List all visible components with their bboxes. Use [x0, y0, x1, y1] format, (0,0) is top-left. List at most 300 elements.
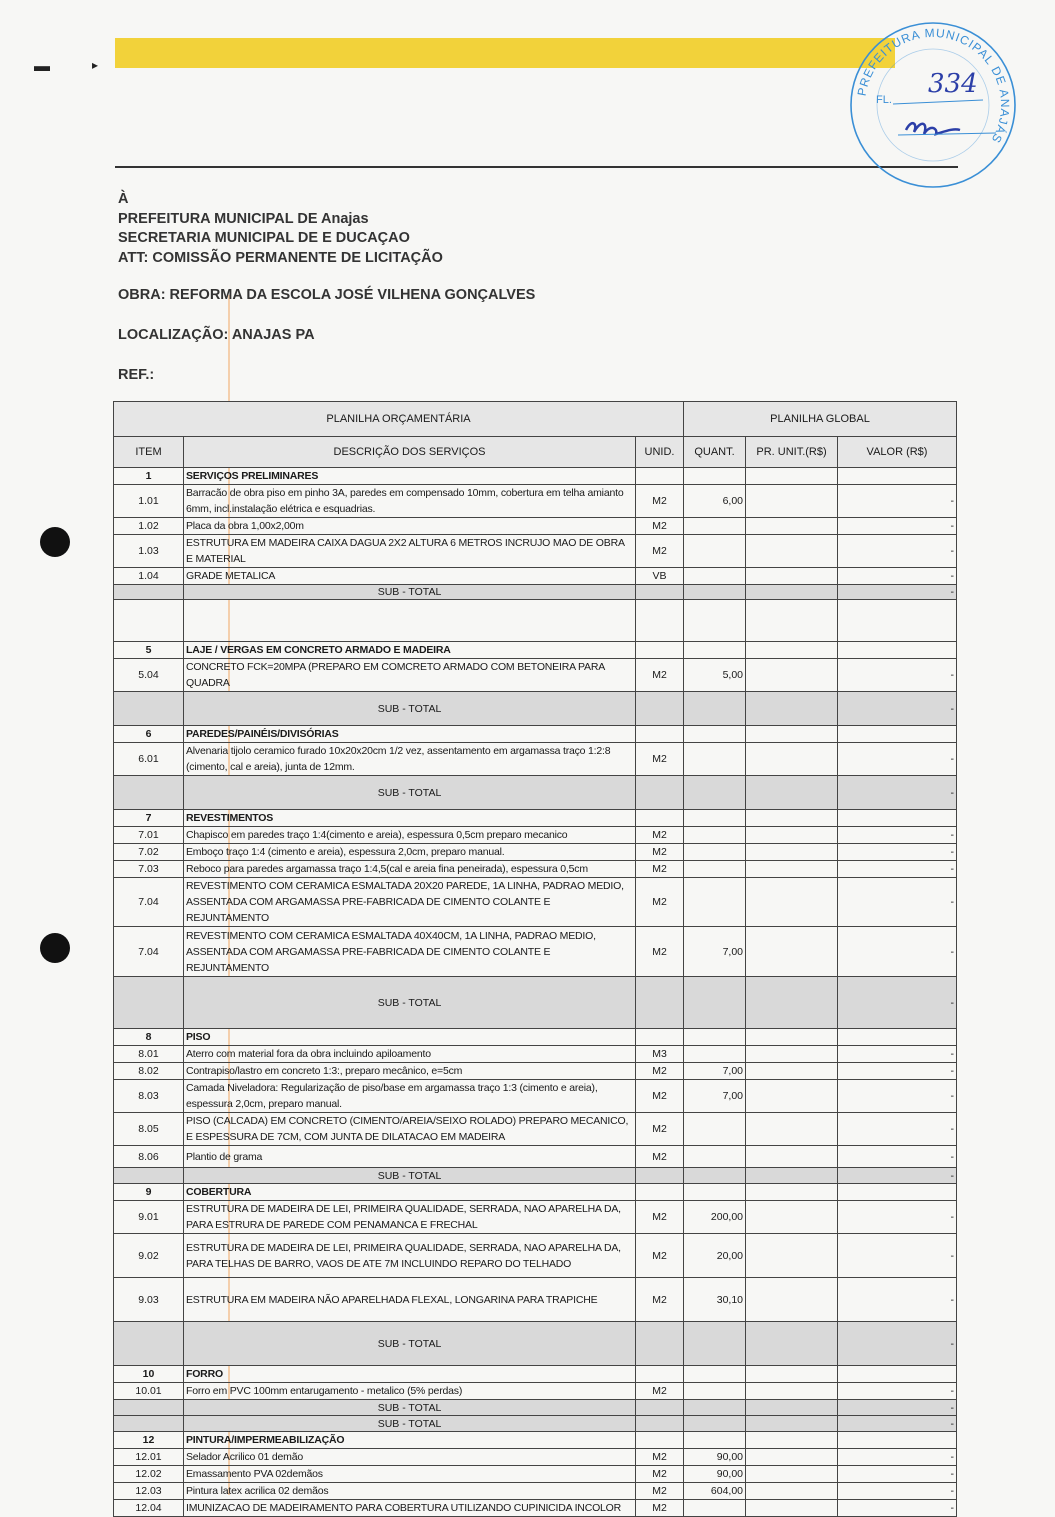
item-description: Pintura latex acrilica 02 demãos: [184, 1483, 636, 1500]
item-value: -: [838, 568, 957, 585]
item-unit-price: [746, 827, 838, 844]
section-title: COBERTURA: [184, 1184, 636, 1201]
empty-cell: [636, 776, 684, 810]
empty-cell: [684, 726, 746, 743]
subtotal-row: [114, 1416, 957, 1432]
item-quantity: [684, 1113, 746, 1146]
empty-cell: [684, 1184, 746, 1201]
table-row: [114, 535, 957, 568]
item-description: Aterro com material fora da obra incluindo apiloamento: [184, 1046, 636, 1063]
title-planilha-global: PLANILHA GLOBAL: [684, 402, 957, 437]
section-title: LAJE / VERGAS EM CONCRETO ARMADO E MADEIRA: [184, 642, 636, 659]
empty-cell: [636, 468, 684, 485]
item-unit-price: [746, 659, 838, 692]
empty-cell: [838, 642, 957, 659]
item-unit-price: [746, 1146, 838, 1168]
item-number: 7.04: [114, 927, 184, 977]
item-unit: M2: [636, 1449, 684, 1466]
subtotal-row: [114, 1168, 957, 1184]
table-row: [114, 1483, 957, 1500]
subtotal-value: -: [838, 692, 957, 726]
empty-cell: [746, 585, 838, 600]
subtotal-label: SUB - TOTAL: [184, 776, 636, 810]
subtotal-row: [114, 776, 957, 810]
item-description: ESTRUTURA EM MADEIRA CAIXA DAGUA 2X2 ALTURA 6 METROS INCRUJO MAO DE OBRA E MATERIAL: [184, 535, 636, 568]
empty-cell: [746, 1416, 838, 1432]
item-description: ESTRUTURA DE MADEIRA DE LEI, PRIMEIRA QUALIDADE, SERRADA, NAO APARELHA DA, PARA ESTRURA DE PAREDE COM PENAMANCA E FRECHAL: [184, 1201, 636, 1234]
item-description: Chapisco em paredes traço 1:4(cimento e areia), espessura 0,5cm preparo mecanico: [184, 827, 636, 844]
empty-cell: [684, 468, 746, 485]
empty-cell: [746, 977, 838, 1029]
empty-cell: [684, 977, 746, 1029]
section-row: [114, 1366, 957, 1383]
punch-hole: [40, 527, 70, 557]
item-unit: M2: [636, 1466, 684, 1483]
item-description: Forro em PVC 100mm entarugamento - metalico (5% perdas): [184, 1383, 636, 1400]
empty-cell: [838, 726, 957, 743]
item-unit-price: [746, 1046, 838, 1063]
empty-cell: [838, 1366, 957, 1383]
item-quantity: 604,00: [684, 1483, 746, 1500]
subtotal-row: [114, 585, 957, 600]
col-header-item: ITEM: [114, 437, 184, 468]
empty-cell: [746, 1400, 838, 1416]
subtotal-value: -: [838, 1416, 957, 1432]
empty-cell: [636, 1184, 684, 1201]
empty-cell: [114, 1400, 184, 1416]
empty-cell: [114, 977, 184, 1029]
item-unit-price: [746, 1080, 838, 1113]
table-row: [114, 1278, 957, 1322]
item-value: -: [838, 861, 957, 878]
subtotal-label: SUB - TOTAL: [184, 977, 636, 1029]
item-value: -: [838, 1483, 957, 1500]
empty-cell: [636, 1432, 684, 1449]
empty-cell: [838, 1184, 957, 1201]
subtotal-value: -: [838, 1168, 957, 1184]
empty-cell: [746, 468, 838, 485]
empty-cell: [636, 1029, 684, 1046]
budget-table: [113, 401, 957, 1517]
empty-cell: [114, 776, 184, 810]
item-quantity: 6,00: [684, 485, 746, 518]
empty-cell: [746, 692, 838, 726]
item-number: 7.03: [114, 861, 184, 878]
item-unit-price: [746, 743, 838, 776]
item-value: -: [838, 1234, 957, 1278]
item-number: 12: [114, 1432, 184, 1449]
empty-cell: [838, 468, 957, 485]
item-unit: M2: [636, 861, 684, 878]
item-number: 5: [114, 642, 184, 659]
item-quantity: [684, 844, 746, 861]
item-unit: M2: [636, 1278, 684, 1322]
item-description: Plantio de grama: [184, 1146, 636, 1168]
item-unit-price: [746, 1113, 838, 1146]
item-number: 7.04: [114, 878, 184, 927]
item-quantity: 20,00: [684, 1234, 746, 1278]
item-description: Reboco para paredes argamassa traço 1:4,5(cal e areia fina peneirada), espessura 0,5cm: [184, 861, 636, 878]
header-rule: [115, 166, 958, 168]
item-number: 6.01: [114, 743, 184, 776]
item-quantity: [684, 861, 746, 878]
item-description: IMUNIZACAO DE MADEIRAMENTO PARA COBERTURA UTILIZANDO CUPINICIDA INCOLOR: [184, 1500, 636, 1517]
table-row: [114, 1449, 957, 1466]
item-number: 7: [114, 810, 184, 827]
stamp-fl-label: FL.: [876, 94, 892, 106]
table-row: [114, 1466, 957, 1483]
col-header-valor: VALOR (R$): [838, 437, 957, 468]
item-unit-price: [746, 1483, 838, 1500]
empty-cell: [746, 1432, 838, 1449]
table-row: [114, 1080, 957, 1113]
table-row: [114, 1234, 957, 1278]
col-header-unid: UNID.: [636, 437, 684, 468]
table-body: [114, 468, 957, 1517]
item-unit: M2: [636, 485, 684, 518]
table-row: [114, 1146, 957, 1168]
section-row: [114, 1029, 957, 1046]
item-quantity: 5,00: [684, 659, 746, 692]
item-quantity: 90,00: [684, 1466, 746, 1483]
item-quantity: 200,00: [684, 1201, 746, 1234]
empty-cell: [114, 1168, 184, 1184]
item-number: 9.03: [114, 1278, 184, 1322]
section-row: [114, 810, 957, 827]
item-value: -: [838, 1046, 957, 1063]
item-value: -: [838, 743, 957, 776]
item-description: REVESTIMENTO COM CERAMICA ESMALTADA 20X20 PAREDE, 1A LINHA, PADRAO MEDIO, ASSENTADA COM ARGAMASSA PRE-FABRICADA DE CIMENTO COLANTE E REJUNTAMENTO: [184, 878, 636, 927]
empty-cell: [684, 600, 746, 642]
item-quantity: [684, 1146, 746, 1168]
empty-cell: [636, 692, 684, 726]
addressee-line: SECRETARIA MUNICIPAL DE E DUCAÇAO: [118, 230, 410, 246]
item-unit: M2: [636, 1080, 684, 1113]
item-unit-price: [746, 1234, 838, 1278]
item-unit: M2: [636, 1113, 684, 1146]
subtotal-value: -: [838, 977, 957, 1029]
section-row: [114, 1432, 957, 1449]
item-description: Selador Acrilico 01 demão: [184, 1449, 636, 1466]
addressee-line: PREFEITURA MUNICIPAL DE Anajas: [118, 210, 369, 227]
section-title: SERVIÇOS PRELIMINARES: [184, 468, 636, 485]
item-number: 7.02: [114, 844, 184, 861]
item-unit: M2: [636, 1201, 684, 1234]
item-description: GRADE METALICA: [184, 568, 636, 585]
item-value: -: [838, 878, 957, 927]
empty-cell: [636, 810, 684, 827]
subtotal-label: SUB - TOTAL: [184, 1400, 636, 1416]
empty-cell: [684, 1029, 746, 1046]
item-number: 6: [114, 726, 184, 743]
col-header-quant: QUANT.: [684, 437, 746, 468]
item-unit-price: [746, 1449, 838, 1466]
empty-cell: [636, 642, 684, 659]
item-number: 12.03: [114, 1483, 184, 1500]
item-number: 8: [114, 1029, 184, 1046]
table-row: [114, 1201, 957, 1234]
item-unit: M2: [636, 827, 684, 844]
section-row: [114, 468, 957, 485]
item-value: -: [838, 1278, 957, 1322]
item-unit: M2: [636, 1234, 684, 1278]
table-row: [114, 1046, 957, 1063]
table-header-row: [114, 437, 957, 468]
item-unit-price: [746, 878, 838, 927]
item-number: 12.01: [114, 1449, 184, 1466]
subtotal-label: SUB - TOTAL: [184, 1168, 636, 1184]
scan-mark: ▸: [92, 58, 99, 72]
item-number: 7.01: [114, 827, 184, 844]
item-value: -: [838, 1201, 957, 1234]
item-description: Contrapiso/lastro em concreto 1:3:, preparo mecânico, e=5cm: [184, 1063, 636, 1080]
item-value: -: [838, 927, 957, 977]
empty-cell: [636, 600, 684, 642]
item-number: 8.02: [114, 1063, 184, 1080]
addressee-line: À: [118, 191, 129, 207]
table-row: [114, 518, 957, 535]
title-planilha-orcamentaria: PLANILHA ORÇAMENTÁRIA: [114, 402, 684, 437]
item-description: Emassamento PVA 02demãos: [184, 1466, 636, 1483]
empty-cell: [114, 1322, 184, 1366]
item-number: 1.04: [114, 568, 184, 585]
empty-cell: [684, 1416, 746, 1432]
empty-cell: [746, 810, 838, 827]
item-unit: M2: [636, 1146, 684, 1168]
item-description: Camada Niveladora: Regularização de piso/base em argamassa traço 1:3 (cimento e areia), espessura 2,0cm, preparo manual.: [184, 1080, 636, 1113]
empty-cell: [746, 1184, 838, 1201]
subtotal-label: SUB - TOTAL: [184, 585, 636, 600]
section-title: PAREDES/PAINÉIS/DIVISÓRIAS: [184, 726, 636, 743]
item-number: 1.03: [114, 535, 184, 568]
empty-cell: [636, 1322, 684, 1366]
empty-cell: [636, 977, 684, 1029]
empty-cell: [684, 1400, 746, 1416]
item-unit: M2: [636, 518, 684, 535]
item-value: -: [838, 1449, 957, 1466]
blank-row: [114, 600, 957, 642]
empty-cell: [838, 1029, 957, 1046]
item-unit-price: [746, 861, 838, 878]
item-number: 10: [114, 1366, 184, 1383]
empty-cell: [684, 1432, 746, 1449]
item-description: PISO (CALCADA) EM CONCRETO (CIMENTO/AREIA/SEIXO ROLADO) PREPARO MECANICO, E ESPESSURA DE 7CM, COM JUNTA DE DILATACAO EM MADEIRA: [184, 1113, 636, 1146]
item-unit: M2: [636, 1500, 684, 1517]
item-unit-price: [746, 1278, 838, 1322]
subtotal-value: -: [838, 776, 957, 810]
empty-cell: [114, 585, 184, 600]
item-quantity: [684, 743, 746, 776]
item-unit: M2: [636, 535, 684, 568]
item-number: 5.04: [114, 659, 184, 692]
item-quantity: [684, 1383, 746, 1400]
item-unit: M2: [636, 844, 684, 861]
item-number: 1.02: [114, 518, 184, 535]
item-number: 12.02: [114, 1466, 184, 1483]
subtotal-row: [114, 977, 957, 1029]
item-value: -: [838, 827, 957, 844]
table-row: [114, 659, 957, 692]
item-value: -: [838, 1466, 957, 1483]
empty-cell: [746, 1029, 838, 1046]
item-quantity: [684, 827, 746, 844]
signature-mark: [906, 123, 960, 134]
municipal-stamp: [848, 20, 1018, 190]
item-unit: M2: [636, 659, 684, 692]
punch-hole: [40, 933, 70, 963]
table-row: [114, 1113, 957, 1146]
empty-cell: [114, 1416, 184, 1432]
item-number: 12.04: [114, 1500, 184, 1517]
item-unit-price: [746, 844, 838, 861]
item-value: -: [838, 1383, 957, 1400]
item-quantity: 30,10: [684, 1278, 746, 1322]
empty-cell: [746, 1168, 838, 1184]
item-description: Emboço traço 1:4 (cimento e areia), espessura 2,0cm, preparo manual.: [184, 844, 636, 861]
item-unit-price: [746, 1201, 838, 1234]
table-row: [114, 878, 957, 927]
empty-cell: [636, 1168, 684, 1184]
item-description: CONCRETO FCK=20MPA (PREPARO EM COMCRETO ARMADO COM BETONEIRA PARA QUADRA: [184, 659, 636, 692]
item-number: 10.01: [114, 1383, 184, 1400]
item-description: ESTRUTURA EM MADEIRA NÃO APARELHADA FLEXAL, LONGARINA PARA TRAPICHE: [184, 1278, 636, 1322]
empty-cell: [838, 600, 957, 642]
item-unit: M3: [636, 1046, 684, 1063]
item-number: 1.01: [114, 485, 184, 518]
table-title-row: [114, 402, 957, 437]
table-row: [114, 485, 957, 518]
item-quantity: 7,00: [684, 1063, 746, 1080]
empty-cell: [636, 1366, 684, 1383]
item-value: -: [838, 1146, 957, 1168]
item-unit-price: [746, 1063, 838, 1080]
item-unit-price: [746, 518, 838, 535]
item-unit: M2: [636, 1383, 684, 1400]
item-number: 9.01: [114, 1201, 184, 1234]
item-value: -: [838, 1500, 957, 1517]
item-value: -: [838, 1113, 957, 1146]
subtotal-label: SUB - TOTAL: [184, 692, 636, 726]
item-number: 9: [114, 1184, 184, 1201]
item-unit: M2: [636, 927, 684, 977]
table-row: [114, 1500, 957, 1517]
section-title: REVESTIMENTOS: [184, 810, 636, 827]
item-quantity: [684, 878, 746, 927]
item-description: Barracão de obra piso em pinho 3A, paredes em compensado 10mm, cobertura em telha amianto 6mm, incl.instalação elétrica e esquadrias.: [184, 485, 636, 518]
empty-cell: [684, 776, 746, 810]
item-unit-price: [746, 1500, 838, 1517]
item-unit-price: [746, 568, 838, 585]
item-number: 8.01: [114, 1046, 184, 1063]
item-unit-price: [746, 927, 838, 977]
section-row: [114, 1184, 957, 1201]
subtotal-row: [114, 1322, 957, 1366]
item-value: -: [838, 1063, 957, 1080]
table-row: [114, 1063, 957, 1080]
section-title: PISO: [184, 1029, 636, 1046]
subtotal-row: [114, 692, 957, 726]
item-number: 8.05: [114, 1113, 184, 1146]
subtotal-label: SUB - TOTAL: [184, 1322, 636, 1366]
item-quantity: [684, 1500, 746, 1517]
header-yellow-bar: [115, 38, 895, 68]
subtotal-label: SUB - TOTAL: [184, 1416, 636, 1432]
empty-cell: [838, 1432, 957, 1449]
item-unit-price: [746, 1383, 838, 1400]
item-description: Placa da obra 1,00x2,00m: [184, 518, 636, 535]
empty-cell: [684, 1168, 746, 1184]
item-unit: M2: [636, 1063, 684, 1080]
empty-cell: [114, 600, 184, 642]
item-number: 1: [114, 468, 184, 485]
item-unit: M2: [636, 878, 684, 927]
item-description: REVESTIMENTO COM CERAMICA ESMALTADA 40X40CM, 1A LINHA, PADRAO MEDIO, ASSENTADA COM ARGAMASSA PRE-FABRICADA DE CIMENTO COLANTE E REJUNTAMENTO: [184, 927, 636, 977]
item-number: 8.06: [114, 1146, 184, 1168]
empty-cell: [636, 726, 684, 743]
item-quantity: 7,00: [684, 927, 746, 977]
item-quantity: [684, 1046, 746, 1063]
addressee-line: ATT: COMISSÃO PERMANENTE DE LICITAÇÃO: [118, 249, 443, 266]
location: LOCALIZAÇÃO: ANAJAS PA: [118, 327, 315, 343]
empty-cell: [636, 585, 684, 600]
empty-cell: [636, 1400, 684, 1416]
item-value: -: [838, 844, 957, 861]
item-unit-price: [746, 485, 838, 518]
empty-cell: [684, 810, 746, 827]
empty-cell: [684, 1366, 746, 1383]
empty-cell: [746, 600, 838, 642]
item-value: -: [838, 659, 957, 692]
col-header-pr-unit: PR. UNIT.(R$): [746, 437, 838, 468]
empty-cell: [746, 1322, 838, 1366]
section-title: PINTURA/IMPERMEABILIZAÇÃO: [184, 1432, 636, 1449]
item-value: -: [838, 485, 957, 518]
empty-cell: [684, 1322, 746, 1366]
table-row: [114, 844, 957, 861]
empty-cell: [746, 642, 838, 659]
empty-cell: [838, 810, 957, 827]
section-row: [114, 642, 957, 659]
item-quantity: [684, 568, 746, 585]
item-description: Alvenaria tijolo ceramico furado 10x20x20cm 1/2 vez, assentamento em argamassa traço 1:2:8 (cimento, cal e areia), junta de 12mm.: [184, 743, 636, 776]
empty-cell: [684, 642, 746, 659]
subtotal-value: -: [838, 1322, 957, 1366]
empty-cell: [114, 692, 184, 726]
item-unit-price: [746, 1466, 838, 1483]
item-quantity: [684, 518, 746, 535]
col-header-descricao: DESCRIÇÃO DOS SERVIÇOS: [184, 437, 636, 468]
item-description: ESTRUTURA DE MADEIRA DE LEI, PRIMEIRA QUALIDADE, SERRADA, NAO APARELHA DA, PARA TELHAS DE BARRO, VAOS DE ATE 7M INCLUINDO REPARO DO TELHADO: [184, 1234, 636, 1278]
item-unit: M2: [636, 1483, 684, 1500]
item-number: 8.03: [114, 1080, 184, 1113]
table-row: [114, 827, 957, 844]
item-value: -: [838, 518, 957, 535]
empty-cell: [184, 600, 636, 642]
item-unit: M2: [636, 743, 684, 776]
subtotal-value: -: [838, 585, 957, 600]
empty-cell: [746, 776, 838, 810]
item-unit-price: [746, 535, 838, 568]
item-value: -: [838, 1080, 957, 1113]
stamp-ring-text: PREFEITURA MUNICIPAL DE ANAJÁS: [854, 25, 1013, 146]
table-row: [114, 1383, 957, 1400]
stamp-page-number: 334: [928, 69, 978, 99]
scan-mark: ▬: [34, 58, 50, 75]
item-quantity: [684, 535, 746, 568]
item-number: 9.02: [114, 1234, 184, 1278]
addressee-block: [118, 190, 443, 268]
item-quantity: 90,00: [684, 1449, 746, 1466]
